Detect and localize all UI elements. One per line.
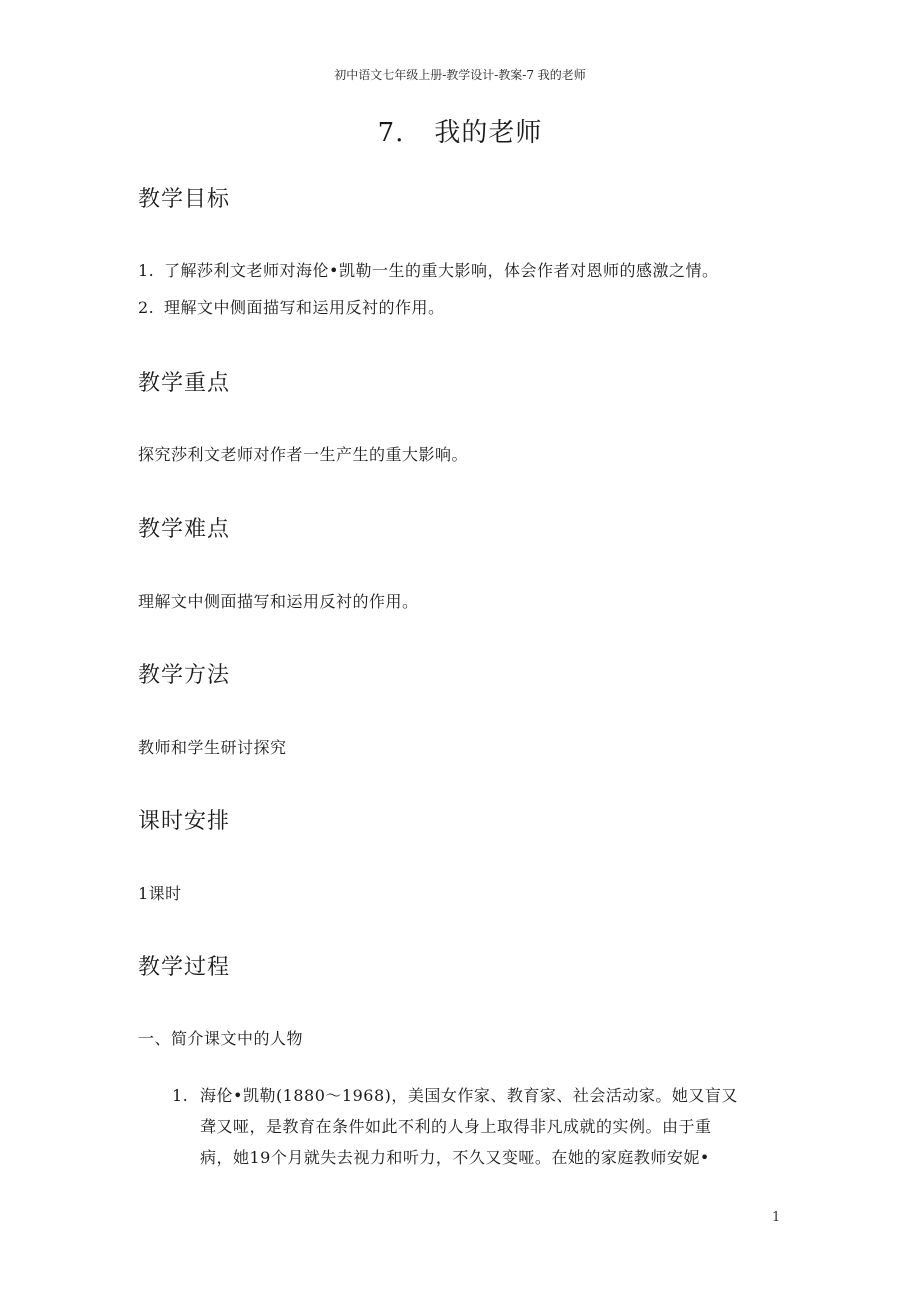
heading-methods: 教学方法 xyxy=(138,663,231,688)
title-text: 我的老师 xyxy=(434,118,543,148)
process-item-1-line-3: 病，她19个月就失去视力和听力，不久又变哑。在她的家庭教师安妮• xyxy=(200,1148,710,1167)
page-number: 1 xyxy=(772,1210,781,1225)
running-header: 初中语文七年级上册-教学设计-教案-7 我的老师 xyxy=(334,68,586,82)
objective-number-2: 2. xyxy=(138,298,155,317)
heading-objectives: 教学目标 xyxy=(138,187,231,212)
document-title xyxy=(0,112,920,149)
process-item-1-line-2: 聋又哑，是教育在条件如此不利的人身上取得非凡成就的实例。由于重 xyxy=(200,1117,712,1136)
title-number: 7. xyxy=(377,118,405,148)
process-item-1-number: 1. xyxy=(172,1086,189,1105)
heading-process: 教学过程 xyxy=(138,955,231,980)
process-item-1 xyxy=(172,1080,752,1173)
schedule-text: 1课时 xyxy=(138,884,182,903)
heading-schedule: 课时安排 xyxy=(138,809,231,834)
difficulties-text: 理解文中侧面描写和运用反衬的作用。 xyxy=(138,592,419,611)
objective-item-2 xyxy=(138,295,445,318)
objective-text-2: 理解文中侧面描写和运用反衬的作用。 xyxy=(164,298,445,317)
process-item-1-line-1-text: 海伦•凯勒(1880～1968)，美国女作家、教育家、社会活动家。她又盲又 xyxy=(200,1086,738,1105)
objective-number-1: 1. xyxy=(138,261,155,280)
methods-text: 教师和学生研讨探究 xyxy=(138,738,287,757)
objective-item-1 xyxy=(138,258,718,281)
process-item-1-line-1 xyxy=(172,1080,752,1111)
process-step-1: 一、简介课文中的人物 xyxy=(138,1029,304,1048)
key-points-text: 探究莎利文老师对作者一生产生的重大影响。 xyxy=(138,445,469,464)
objective-text-1: 了解莎利文老师对海伦•凯勒一生的重大影响，体会作者对恩师的感激之情。 xyxy=(164,261,719,280)
heading-difficulties: 教学难点 xyxy=(138,517,231,542)
heading-key-points: 教学重点 xyxy=(138,371,231,396)
